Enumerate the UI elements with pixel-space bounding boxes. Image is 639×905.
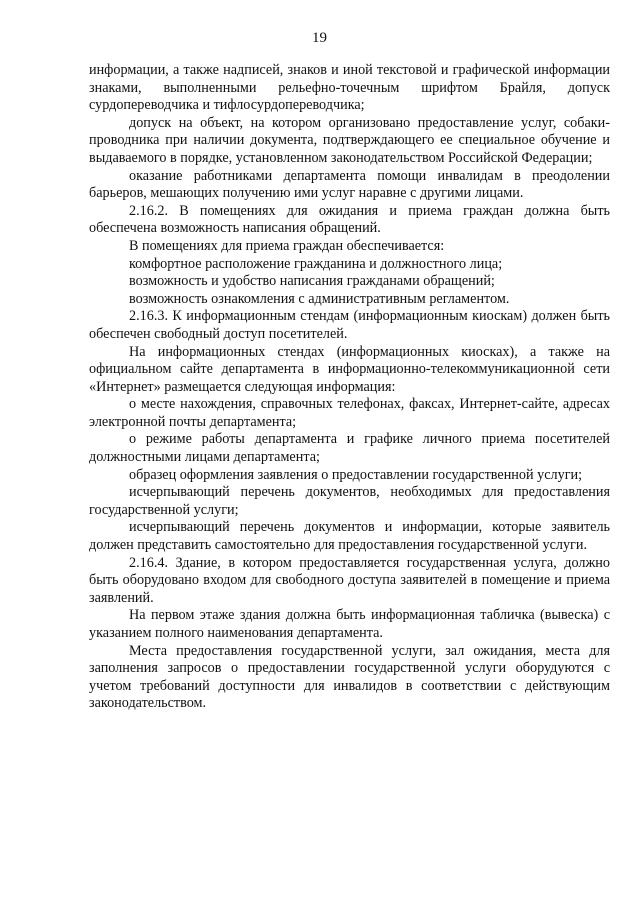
paragraph-15: исчерпывающий перечень документов и информации, которые заявитель должен представить самостоятельно для предоставления государственной услуги.	[89, 519, 610, 554]
paragraph-18: Места предоставления государственной услуги, зал ожидания, места для заполнения запросов о предоставлении государственной услуги оборудуются с учетом требований доступности для инвалидов в соответствии с действующим законодательством.	[89, 642, 610, 712]
paragraph-17: На первом этаже здания должна быть информационная табличка (вывеска) с указанием полного наименования департамента.	[89, 607, 610, 641]
paragraph-1: информации, а также надписей, знаков и иной текстовой и графической информации знаками, выполненными рельефно-точечным шрифтом Брайля, допуск сурдопереводчика и тифлосурдопереводчика;	[89, 62, 610, 114]
paragraph-5: В помещениях для приема граждан обеспечивается:	[129, 237, 445, 254]
paragraph-4: 2.16.2. В помещениях для ожидания и приема граждан должна быть обеспечена возможность написания обращений.	[89, 202, 610, 237]
paragraph-14: исчерпывающий перечень документов, необходимых для предоставления государственной услуги;	[89, 484, 610, 518]
paragraph-6: комфортное расположение гражданина и должностного лица;	[129, 255, 503, 272]
paragraph-2: допуск на объект, на котором организовано предоставление услуг, собаки-проводника при наличии документа, подтверждающего ее специальное обучение и выдаваемого в порядке, установленном законодательством Российской Федерации;	[89, 114, 610, 166]
paragraph-10: На информационных стендах (информационных киосках), а также на официальном сайте департамента в информационно-телекоммуникационной сети «Интернет» размещается следующая информация:	[89, 343, 610, 395]
page-number: 19	[312, 30, 327, 46]
paragraph-9: 2.16.3. К информационным стендам (информационным киоскам) должен быть обеспечен свободный доступ посетителей.	[89, 308, 610, 342]
document-body	[89, 62, 610, 713]
paragraph-3: оказание работниками департамента помощи инвалидам в преодолении барьеров, мешающих получению ими услуг наравне с другими лицами.	[89, 167, 610, 202]
paragraph-8: возможность ознакомления с административным регламентом.	[129, 290, 510, 307]
paragraph-13: образец оформления заявления о предоставлении государственной услуги;	[129, 466, 583, 483]
paragraph-12: о режиме работы департамента и графике личного приема посетителей должностными лицами департамента;	[89, 431, 610, 466]
paragraph-11: о месте нахождения, справочных телефонах, факсах, Интернет-сайте, адресах электронной почты департамента;	[89, 396, 610, 430]
paragraph-7: возможность и удобство написания гражданами обращений;	[129, 273, 495, 290]
paragraph-16: 2.16.4. Здание, в котором предоставляется государственная услуга, должно быть оборудовано входом для свободного доступа заявителей в помещение и приема заявлений.	[89, 554, 610, 606]
